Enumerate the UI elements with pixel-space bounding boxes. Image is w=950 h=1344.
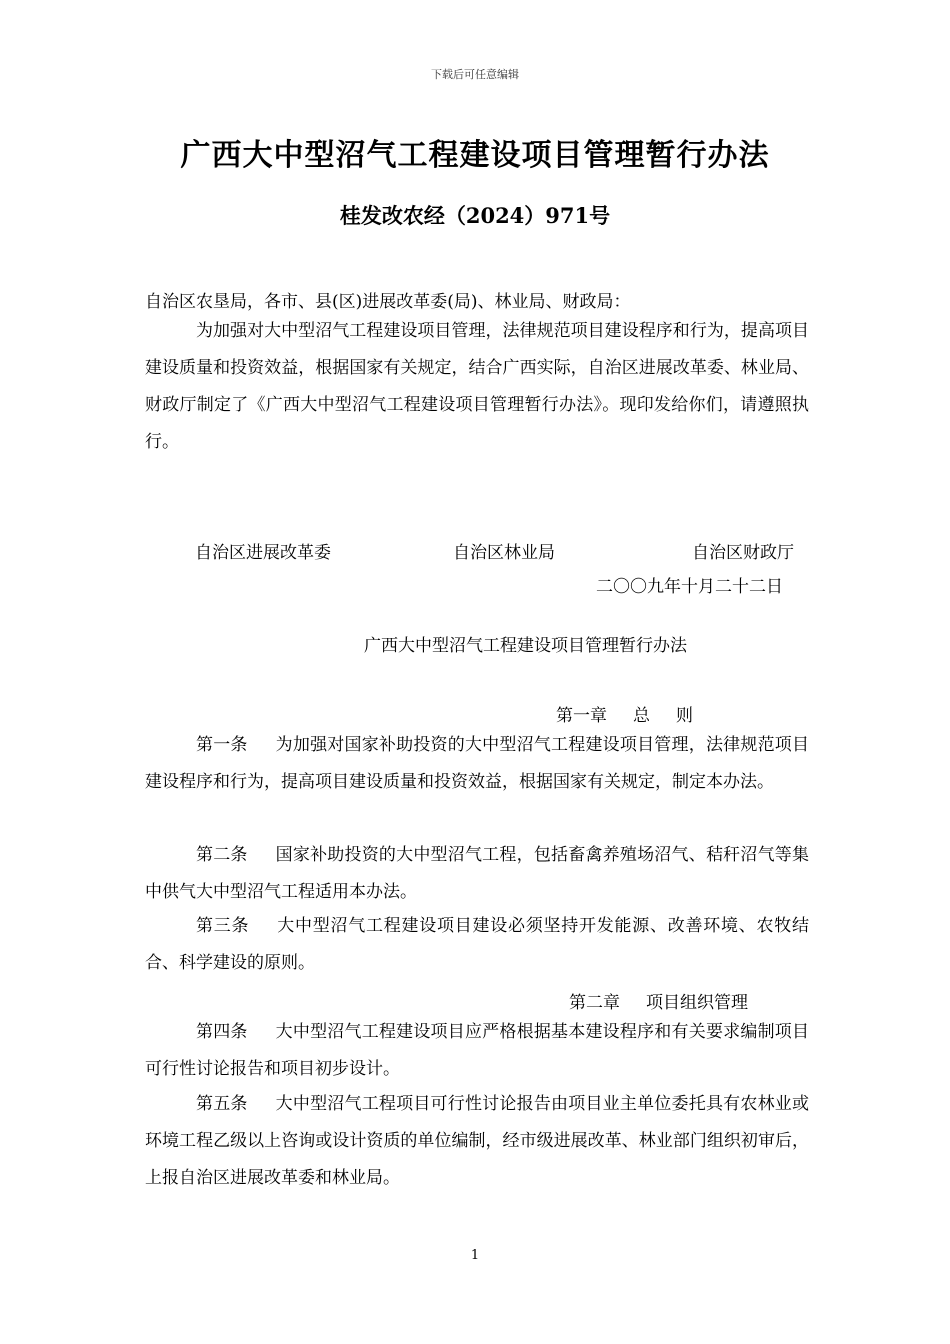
article-head: 第四条 [196, 1022, 248, 1042]
chapter-heading-1 [556, 701, 693, 726]
chapter-title-part: 则 [676, 706, 693, 726]
article-text: 大中型沼气工程建设项目应严格根据基本建设程序和有关要求编制项目可行性讨论报告和项目初步设计。 [145, 1022, 810, 1079]
article-text: 为加强对国家补助投资的大中型沼气工程建设项目管理，法律规范项目建设程序和行为，提高项目建设质量和投资效益，根据国家有关规定，制定本办法。 [145, 735, 810, 792]
article-head: 第五条 [196, 1094, 248, 1114]
article-head: 第二条 [196, 845, 248, 865]
signatory-ndrc: 自治区进展改革委 [195, 543, 331, 563]
article-text: 国家补助投资的大中型沼气工程，包括畜禽养殖场沼气、秸秆沼气等集中供气大中型沼气工程适用本办法。 [145, 845, 810, 902]
chapter-number: 第二章 [569, 993, 620, 1013]
signatory-forestry: 自治区林业局 [453, 543, 555, 563]
signatory-finance: 自治区财政厅 [692, 543, 794, 563]
document-number: 桂发改农经（2024）971号 [339, 203, 611, 228]
article-head: 第一条 [196, 735, 248, 755]
article-2 [145, 837, 809, 911]
article-1 [145, 727, 809, 801]
article-text: 大中型沼气工程建设项目建设必须坚持开发能源、改善环境、农牧结合、科学建设的原则。 [145, 916, 809, 973]
article-3 [145, 908, 809, 982]
addressee-line: 自治区农垦局，各市、县(区)进展改革委(局)、林业局、财政局： [145, 292, 631, 312]
document-title: 广西大中型沼气工程建设项目管理暂行办法 [180, 138, 770, 173]
regulation-subtitle: 广西大中型沼气工程建设项目管理暂行办法 [364, 636, 687, 656]
issue-date: 二〇〇九年十月二十二日 [596, 577, 783, 597]
article-head: 第三条 [196, 916, 250, 936]
intro-paragraph: 为加强对大中型沼气工程建设项目管理，法律规范项目建设程序和行为，提高项目建设质量和投资效益，根据国家有关规定，结合广西实际，自治区进展改革委、林业局、财政厅制定了《广西大中型沼气工程建设项目管理暂行办法》。现印发给你们，请遵照执行。 [145, 321, 809, 452]
chapter-title-part: 总 [633, 706, 650, 726]
article-5 [145, 1086, 809, 1197]
chapter-number: 第一章 [556, 706, 607, 726]
chapter-title: 项目组织管理 [646, 993, 748, 1013]
article-4 [145, 1014, 809, 1088]
article-text: 大中型沼气工程项目可行性讨论报告由项目业主单位委托具有农林业或环境工程乙级以上咨询或设计资质的单位编制，经市级进展改革、林业部门组织初审后，上报自治区进展改革委和林业局。 [145, 1094, 810, 1188]
header-note: 下载后可任意编辑 [431, 68, 519, 81]
page-number: 1 [470, 1248, 480, 1263]
chapter-heading-2 [569, 988, 748, 1013]
